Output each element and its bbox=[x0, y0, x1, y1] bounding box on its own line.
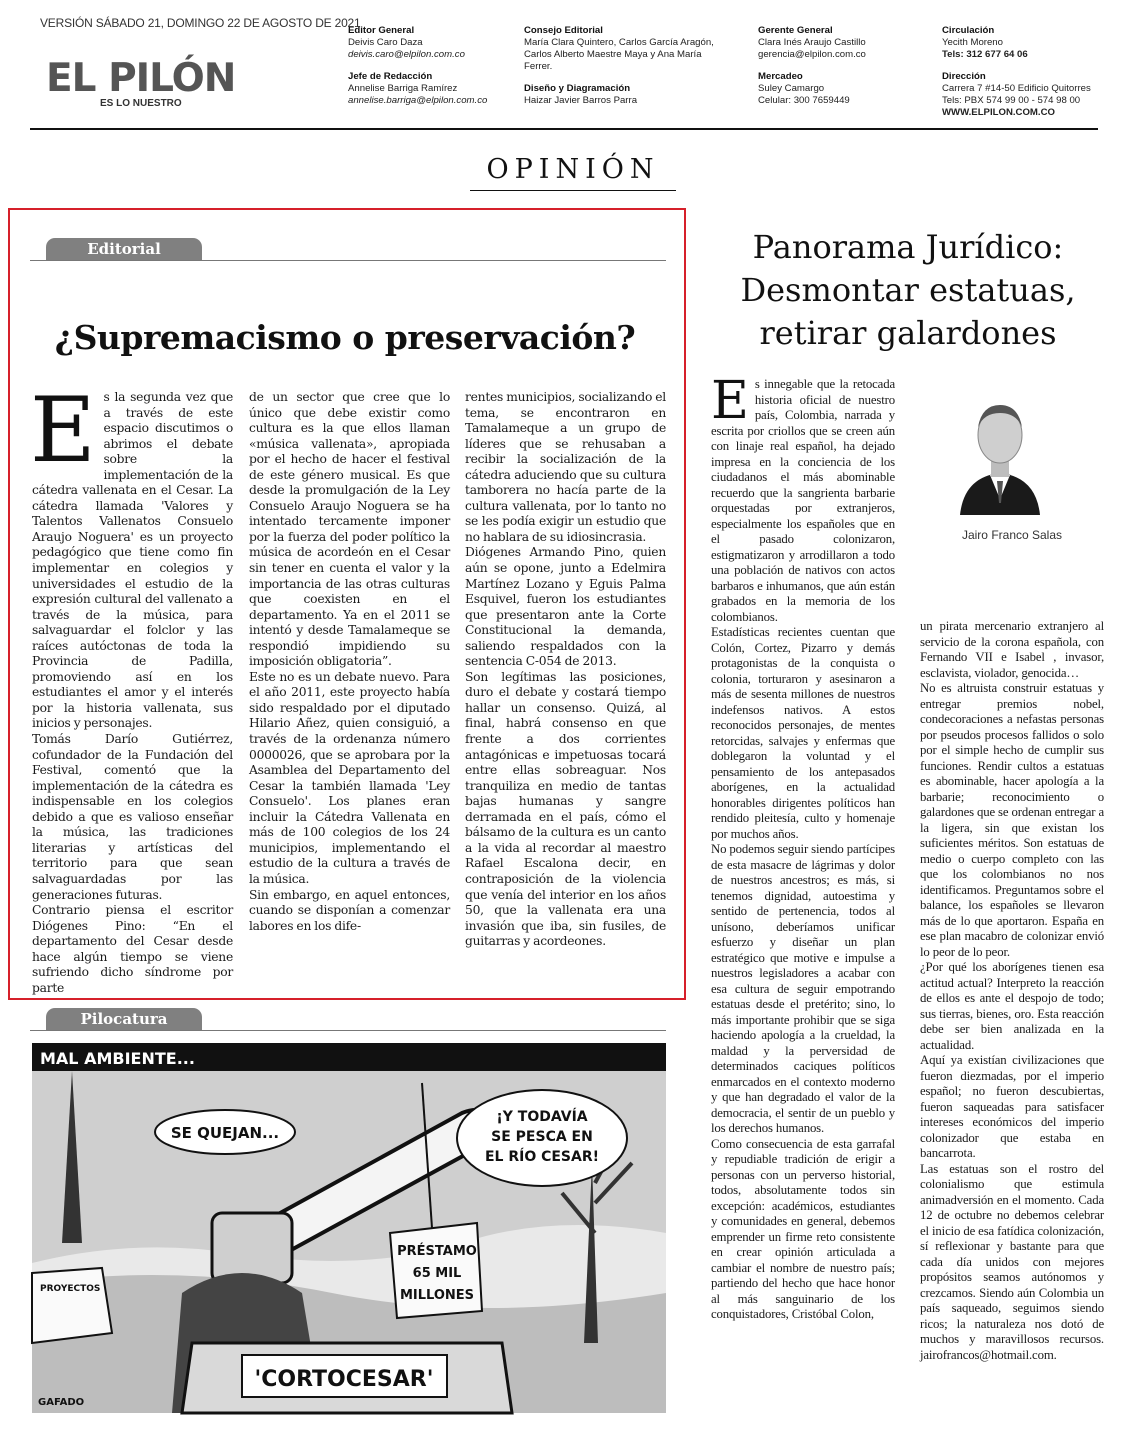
direccion-line2: Tels: PBX 574 99 00 - 574 98 00 bbox=[942, 95, 1081, 106]
consejo-line3: Ferrer. bbox=[524, 61, 553, 72]
editor-email: deivis.caro@elpilon.com.co bbox=[348, 49, 465, 60]
dateline: VERSIÓN SÁBADO 21, DOMINGO 22 DE AGOSTO DE 2021 bbox=[40, 16, 361, 30]
jefe-label: Jefe de Redacción bbox=[348, 71, 433, 82]
masthead-circulacion bbox=[942, 25, 1122, 119]
column-left-p1: s innegable que la retocada historia oficial de nuestro país, Colombia, narrada y escrita por criollos que se creen aún con linaje real español, ha dejado impresa en la conciencia de los ciudadanos el más abominable recuerdo que la sangrienta barbarie orquestadas por extranjeros, especialmente los españoles que en el pasado colonizaron, estigmatizaron y arrodillaron a todo una población de nativos con actos barbaros e inhumanos, que aún están grabados en la memoria de los colombianos. bbox=[711, 377, 895, 624]
circulacion-name: Yecith Moreno bbox=[942, 37, 1003, 48]
consejo-line2: Carlos Alberto Maestre Maya y Ana María bbox=[524, 49, 702, 60]
editorial-column-3 bbox=[465, 390, 666, 980]
column-title-line1: Panorama Jurídico: bbox=[752, 228, 1064, 266]
bubble-left-text: SE QUEJAN... bbox=[170, 1124, 280, 1142]
consejo-label: Consejo Editorial bbox=[524, 25, 603, 36]
header-rule bbox=[30, 128, 1098, 130]
direccion-web[interactable]: WWW.ELPILON.COM.CO bbox=[942, 107, 1055, 118]
bubble-right-line1: ¡Y TODAVÍA bbox=[496, 1109, 588, 1125]
slogan: ES LO NUESTRO bbox=[100, 98, 182, 109]
column-title bbox=[700, 226, 1116, 355]
editor-name: Deivis Caro Daza bbox=[348, 37, 423, 48]
mercadeo-phone: Celular: 300 7659449 bbox=[758, 95, 850, 106]
editorial-c1-p1: s la segunda vez que a través de este espacio discutimos o abrimos el debate sobre la implementación de la cátedra vallenata en el Cesar. La cátedra llamada 'Valores y Talentos Vallenatos Consuelo Araujo Noguera' es un proyecto pedagógico que tiene como fin implementar en colegios y universidades el estudio de la expresión cultural del vallenato a través de la música, para salvaguardar el folclor y las raíces autóctonas de toda la Provincia de Padilla, promoviendo así en los estudiantes el amor y el interés por la historia vallenata, sus inicios y personajes. bbox=[32, 390, 233, 731]
editorial-c3-p2: Diógenes Armando Pino, quien aún se opone, junto a Edelmira Martínez Lozano y Eguis Palma Esquivel, fueron los estudiantes que presentaron ante la Corte Constitucional la demanda, saliendo respaldados con la sentencia C-054 de 2013. bbox=[465, 545, 666, 669]
column-left-p3: No podemos seguir siendo partícipes de esta masacre de lágrimas y dolor de nuestros ancestros; es más, si tenemos dignidad, autoestima y sentido de pertenencia, todos al unísono, deberíamos unificar esfuerzo y diseñar un plan estratégico que motive e impulse a nuestros legisladores a acabar con esa cultura de seguir empotrando estatuas desde el pretérito; sino, lo más importante prohibir que se siga haciendo apología a la crueldad, la maldad y la perversidad de determinados caciques políticos enmarcados en el contexto moderno y que han degradado el valor de la democracia, el sentir de un pueblo y los derechos humanos. bbox=[711, 842, 895, 1135]
cartoon-signature: GAFADO bbox=[38, 1397, 85, 1408]
diseno-label: Diseño y Diagramación bbox=[524, 83, 631, 94]
section-rule bbox=[470, 190, 676, 191]
editor-label: Editor General bbox=[348, 25, 415, 36]
bubble-right-line2: SE PESCA EN bbox=[491, 1129, 593, 1145]
direccion-label: Dirección bbox=[942, 71, 986, 82]
editorial-column-1 bbox=[30, 378, 233, 995]
logo: EL PILÓN bbox=[46, 56, 236, 101]
editorial-c2-p1: de un sector que cree que lo único que debe existir como cultura es la que ellos llaman «música vallenata», apropiada por el hecho de hacer el festival de este género musical. Es que desde la promulgación de la Ley Consuelo Araujo Noguera se ha intentado tercamente imponer por la fuerza del poder político la música de acordeón en el Cesar sin tener en cuenta el valor y la importancia de las otras culturas que coexisten en el departamento. Ya en el 2011 se intentó y desde Tamalameque se respondió impidiendo su imposición obligatoria”. bbox=[249, 390, 450, 669]
chainsaw-body bbox=[212, 1213, 292, 1283]
masthead-editor bbox=[348, 25, 518, 107]
column-dropcap: E bbox=[711, 371, 749, 431]
column-text-left bbox=[711, 371, 895, 1407]
editorial-c2-p3: Sin embargo, en aquel entonces, cuando se disponían a comenzar labores en los dife- bbox=[249, 887, 450, 933]
projects-box bbox=[32, 1268, 112, 1343]
pilocatura-tab-rule bbox=[30, 1030, 666, 1031]
direccion-line1: Carrera 7 #14-50 Edificio Quitorres bbox=[942, 83, 1091, 94]
masthead-consejo bbox=[524, 25, 744, 107]
column-text-right bbox=[920, 619, 1104, 1414]
editorial-column-2 bbox=[249, 390, 450, 980]
gerente-label: Gerente General bbox=[758, 25, 833, 36]
column-title-line3: retirar galardones bbox=[759, 314, 1057, 352]
editorial-tab-rule bbox=[30, 260, 666, 261]
column-title-line2: Desmontar estatuas, bbox=[740, 271, 1076, 309]
column-right-p2: No es altruista construir estatuas y entregar premios nobel, condecoraciones a nefastas personas por pseudos procesos fallidos o solo por el simple hecho de cumplir sus funciones. Rendir cultos a estatuas es abominable, hacer apología a la barbarie; reconocimiento o galardones que se ordenan entregar a la ligera, sin que existan los suficientes méritos. Son estatuas de medio o cuerpo completo con las que los colombianos no nos identificamos. Preguntamos sobre el balance, los españoles se llevaron más de lo que aportaron. España en ese plan macabro de colonizar envió lo peor de lo peor. bbox=[920, 681, 1104, 959]
cartoon-banner-text: MAL AMBIENTE... bbox=[40, 1049, 195, 1068]
consejo-line1: María Clara Quintero, Carlos García Aragón, bbox=[524, 37, 714, 48]
circulacion-phone: Tels: 312 677 64 06 bbox=[942, 49, 1028, 60]
author-photo bbox=[960, 395, 1040, 515]
column-left-p2: Estadísticas recientes cuentan que Colón, Cortez, Pizarro y demás protagonistas de la conquista o colonia, torturaron y asesinaron a más de sesenta millones de nuestros indefensos nativos. A estos reconocidos personajes, de mentes retorcidas, salvajes y enfermas que doblegaron la voluntad y el pensamiento de los antepasados aborígenes, en la actualidad honorables dirigentes políticos han rendido pleitesía, culto y homenaje por muchos años. bbox=[711, 625, 895, 841]
section-title: OPINIÓN bbox=[486, 154, 660, 185]
jefe-email: annelise.barriga@elpilon.com.co bbox=[348, 95, 488, 106]
loan-sign-line2: 65 MIL bbox=[412, 1266, 462, 1281]
editorial-c3-p3: Son legítimas las posiciones, duro el debate y costará tiempo hallar un consenso. Quizá, al final, habrá consenso en que frente a dos corrientes antagónicas e impetuosas tocará entre ellas sobreaguar. Nos tranquiliza en medio de tantas bajas humanas y sangre derramada en el país, cómo el bálsamo de la cultura es un canto a la vida al recordar al maestro Rafael Escalona decir, en contraposición de la violencia que venía del interior en los años 50, que la vallenata era una invasión que iba, sin fusiles, de guitarras y acordeones. bbox=[465, 669, 666, 949]
masthead-gerente bbox=[758, 25, 928, 107]
editorial-c1-p3: Contrario piensa el escritor Diógenes Pino: “En el departamento del Cesar desde hace algún tiempo se viene sufriendo dicho síndrome por parte bbox=[32, 903, 233, 995]
mercadeo-name: Suley Camargo bbox=[758, 83, 825, 94]
column-right-p3: ¿Por qué los aborígenes tienen esa actitud actual? Interpreto la reacción de ellos es ante el despojo de todo; sus tierras, bienes, oro. Esta reacción debe ser bien analizada en la actualidad. bbox=[920, 960, 1104, 1052]
editorial-dropcap: E bbox=[30, 378, 96, 483]
loan-sign-line3: MILLONES bbox=[399, 1288, 475, 1303]
desk-label: 'CORTOCESAR' bbox=[254, 1367, 434, 1392]
projects-label: PROYECTOS bbox=[40, 1284, 101, 1294]
editorial-title: ¿Supremacismo o preservación? bbox=[54, 318, 636, 357]
editorial-c3-p1: rentes municipios, socializando el tema, se encontraron en Tamalameque a un grupo de líderes que se rehusaban a recibir la socialización de la cátedra aduciendo que su cultura tamborera no hacía parte de la cultura vallenata, por lo tanto no se les podía exigir un estudio que no hablara de su idiosincrasia. bbox=[465, 390, 666, 544]
column-left-p4: Como consecuencia de esta garrafal y repudiable tradición de erigir a personas con un perverso historial, todos, absolutamente todos sin excepción: académicos, estudiantes y comunidades en general, debemos emprender un firme reto consistente en crear opinión articulada a cambiar el nombre de nuestro país; partiendo del hecho que hace honor al más sanguinario de los conquistadores, Cristóbal Colon, bbox=[711, 1136, 895, 1321]
editorial-c2-p2: Este no es un debate nuevo. Para el año 2011, este proyecto había sido respaldado por el diputado Hilario Añez, quien consiguió, a través de la ordenanza número 0000026, que se aprobara por la Asamblea del Departamento del Cesar la también llamada 'Ley Consuelo'. Los planes eran incluir la Cátedra Vallenata en más de 100 colegios de los 24 municipios, implementando el estudio de la cultura a través de la música. bbox=[249, 669, 450, 886]
editorial-c1-p2: Tomás Darío Gutiérrez, cofundador de la Fundación del Festival, comentó que la implementación de la cátedra es indispensable en los colegios debido a que es valioso enseñar la música, las tradiciones literarias y artísticas del territorio para que sean salvaguardadas por las generaciones futuras. bbox=[32, 732, 233, 902]
gerente-name: Clara Inés Araujo Castillo bbox=[758, 37, 866, 48]
diseno-name: Haizar Javier Barros Parra bbox=[524, 95, 638, 106]
cartoon bbox=[32, 1043, 666, 1413]
mercadeo-label: Mercadeo bbox=[758, 71, 803, 82]
column-right-p5: Las estatuas son el rostro del colonialismo que estimula animadversión en el momento. Cada 12 de octubre no debemos celebrar el inicio de esa fatídica colonización, sí reflexionar y bastante para que cada día unidos con mejores propósitos seamos autónomos y crezcamos. Siendo aún Colombia un país saqueado, seguimos siendo ricos; la naturaleza nos dotó de muchos y maravillosos recursos. jairofrancos@hotmail.com. bbox=[920, 1161, 1104, 1362]
circulacion-label: Circulación bbox=[942, 25, 995, 36]
column-right-p4: Aquí ya existían civilizaciones que fueron diezmadas, por el imperio español; no fueron descubiertas, fueron saqueadas para satisfacer intereses económicos del imperio colonizador que estaba en bancarrota. bbox=[920, 1053, 1104, 1160]
column-right-p1: un pirata mercenario extranjero al servicio de la corona española, con Fernando VII e Isabel , invasor, esclavista, violador, genocida… bbox=[920, 619, 1104, 680]
jefe-name: Annelise Barriga Ramírez bbox=[348, 83, 458, 94]
pilocatura-tab: Pilocatura bbox=[46, 1008, 202, 1030]
author-name: Jairo Franco Salas bbox=[961, 528, 1063, 542]
editorial-tab: Editorial bbox=[46, 238, 202, 260]
loan-sign-line1: PRÉSTAMO bbox=[397, 1244, 477, 1259]
bubble-right-line3: EL RÍO CESAR! bbox=[484, 1149, 600, 1165]
gerente-email: gerencia@elpilon.com.co bbox=[758, 49, 866, 60]
